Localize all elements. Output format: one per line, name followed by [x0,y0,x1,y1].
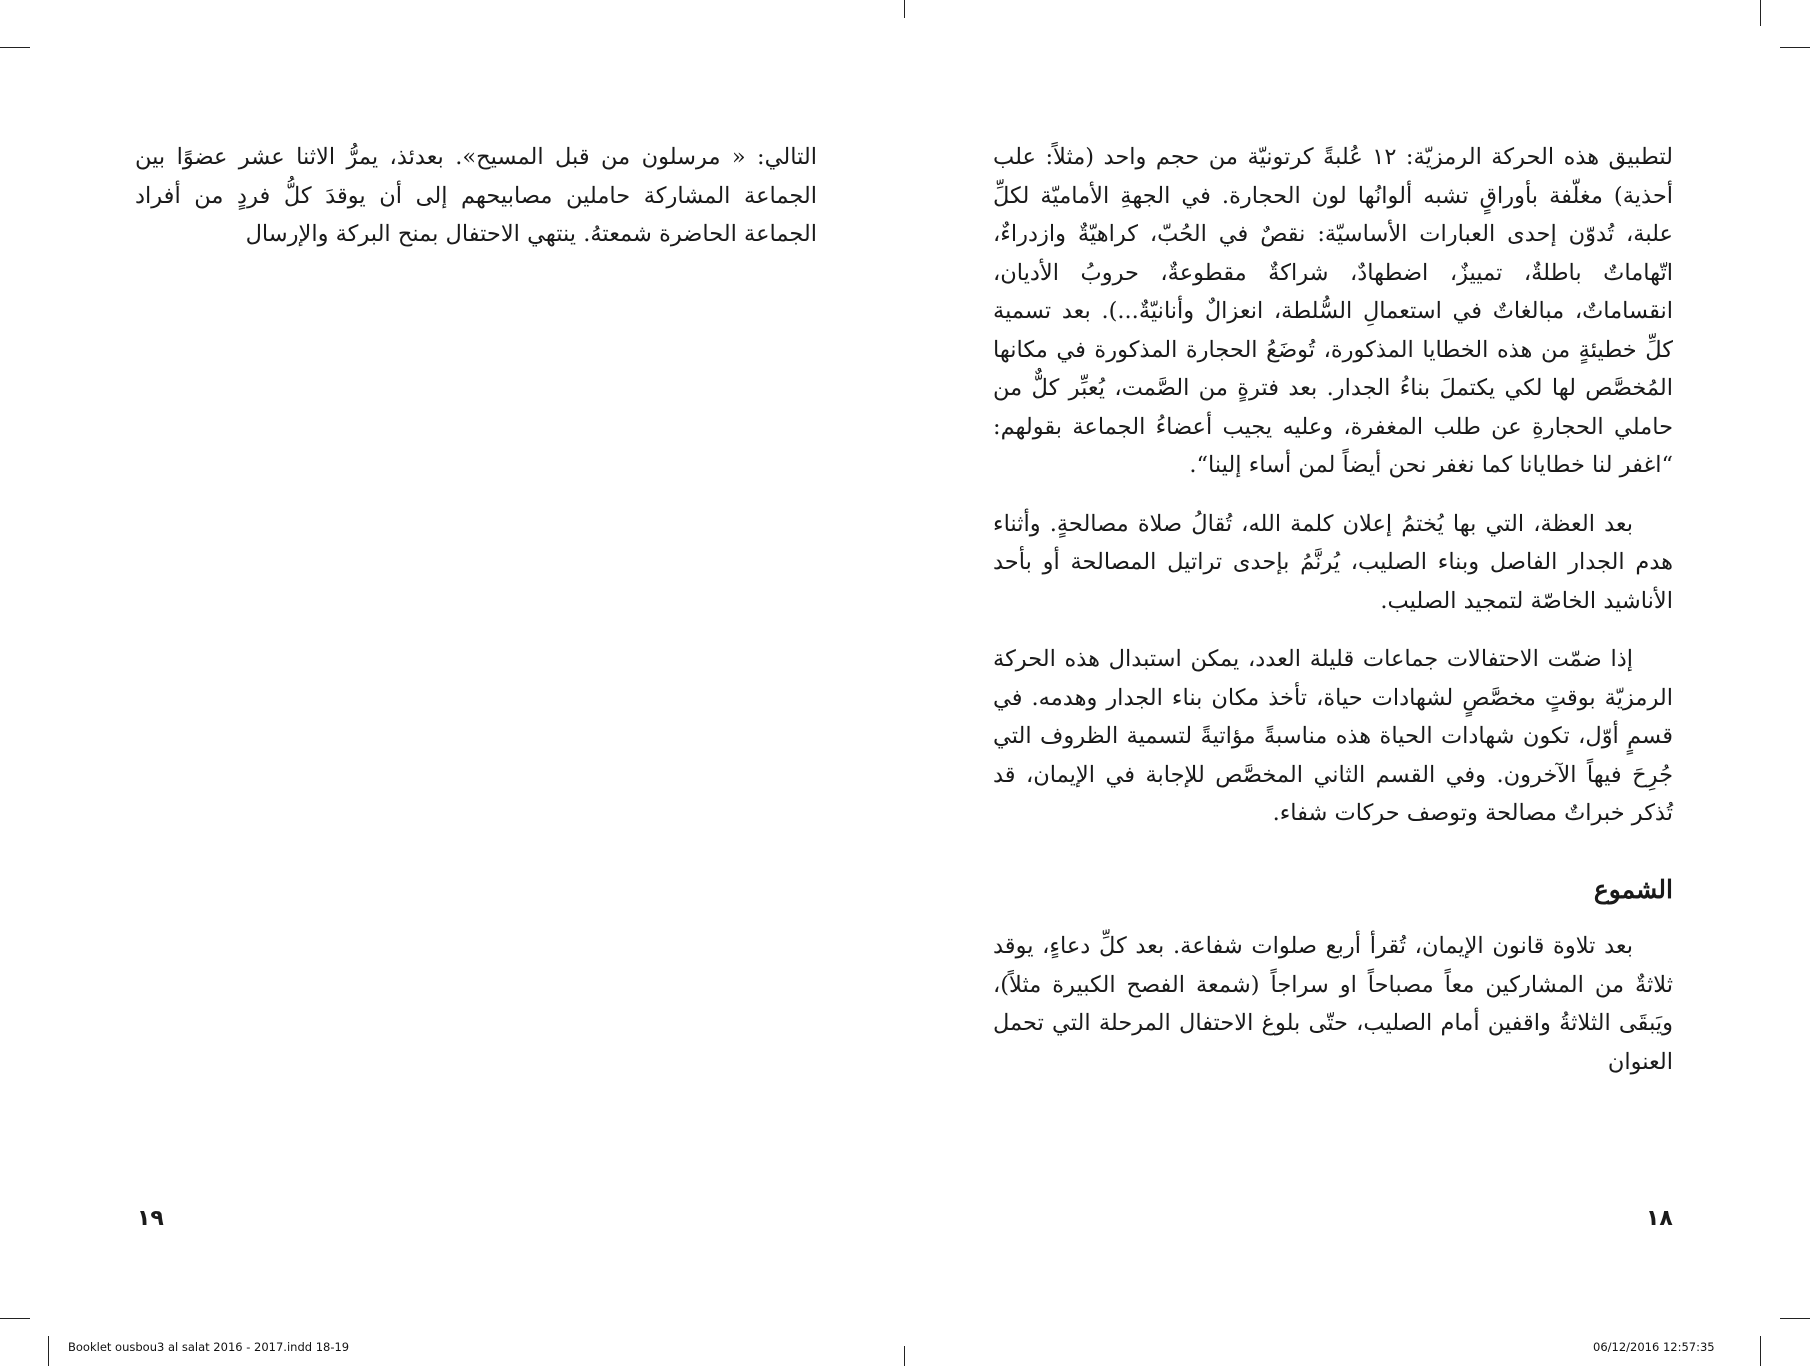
page-number-right: ١٨ [1646,1206,1673,1231]
crop-mark-bottom-right-vertical [1760,1336,1761,1366]
paragraph-symbolic-act: لتطبيق هذه الحركة الرمزيّة: ١٢ عُلبةً كرتونيّة من حجم واحد (مثلاً: علب أحذية) مغلّفة بأوراقٍ تشبه ألوانُها لون الحجارة. في الجهةِ الأماميّة لكلِّ علبة، تُدوّن إحدى العبارات الأساسيّة: نقصٌ في الحُبّ، كراهيّةٌ وازدراءٌ، اتّهاماتٌ باطلةٌ، تمييزٌ، اضطهادٌ، شراكةٌ مقطوعةٌ، حروبُ الأديان، انقساماتٌ، مبالغاتٌ في استعمالِ السُّلطة، انعزالٌ وأنانيّةٌ...). بعد تسمية كلِّ خطيئةٍ من هذه الخطايا المذكورة، تُوضَعُ الحجارة المذكورة في مكانها المُخصَّص لها لكي يكتملَ بناءُ الجدار. بعد فترةٍ من الصَّمت، يُعبِّر كلٌّ من حاملي الحجارةِ عن طلب المغفرة، وعليه يجيب أعضاءُ الجماعة بقولهم: “اغفر لنا خطايانا كما نغفر نحن أيضاً لمن أساء إلينا“. [993,144,1673,478]
page-number-left: ١٩ [137,1206,164,1231]
paragraph-candles: بعد تلاوة قانون الإيمان، تُقرأ أربع صلوات شفاعة. بعد كلِّ دعاءٍ، يوقد ثلاثةٌ من المشاركين معاً مصباحاً او سراجاً (شمعة الفصح الكبيرة مثلاً)، ويَبقَى الثلاثةُ واقفين أمام الصليب، حتّى بلوغ الاحتفال المرحلة التي تحمل العنوان [993,933,1673,1075]
crop-mark-bottom-center [904,1346,905,1366]
paragraph-continuation: التالي: « مرسلون من قبل المسيح». بعدئذ، يمرُّ الاثنا عشر عضوًا بين الجماعة المشاركة حاملين مصابيحهم إلى أن يوقدَ كلُّ فردٍ من أفراد الجماعة الحاضرة شمعتهُ. ينتهي الاحتفال بمنح البركة والإرسال [135,144,817,247]
right-page-body [993,138,1673,1101]
crop-mark-bottom-right [1780,1318,1810,1319]
slug-datetime: 06/12/2016 12:57:35 [1593,1340,1715,1354]
crop-mark-top-center [904,0,905,18]
crop-mark-top-left [0,47,30,48]
left-page-body [135,138,817,274]
crop-mark-top-right [1780,47,1810,48]
paragraph-small-groups: إذا ضمّت الاحتفالات جماعات قليلة العدد، يمكن استبدال هذه الحركة الرمزيّة بوقتٍ مخصَّصٍ لشهادات حياة، تأخذ مكان بناء الجدار وهدمه. في قسمٍ أوّل، تكون شهادات الحياة هذه مناسبةً مؤاتيةً لتسمية الظروف التي جُرِحَ فيهاً الآخرون. وفي القسم الثاني المخصَّص للإجابة في الإيمان، قد تُذكر خبراتٌ مصالحة وتوصف حركات شفاء. [993,646,1673,826]
crop-mark-bottom-left [0,1318,30,1319]
slug-filename: Booklet ousbou3 al salat 2016 - 2017.indd 18-19 [68,1340,350,1354]
paragraph-homily: بعد العظة، التي بها يُختمُ إعلان كلمة الله، تُقالُ صلاة مصالحةٍ. وأثناء هدم الجدار الفاصل وبناء الصليب، يُرنَّمُ بإحدى تراتيل المصالحة أو بأحد الأناشيد الخاصّة لتمجيد الصليب. [993,510,1673,614]
section-heading-candles: الشموع [1593,874,1673,904]
crop-mark-bottom-left-vertical [48,1336,49,1366]
crop-mark-top-right-vertical [1760,0,1761,26]
